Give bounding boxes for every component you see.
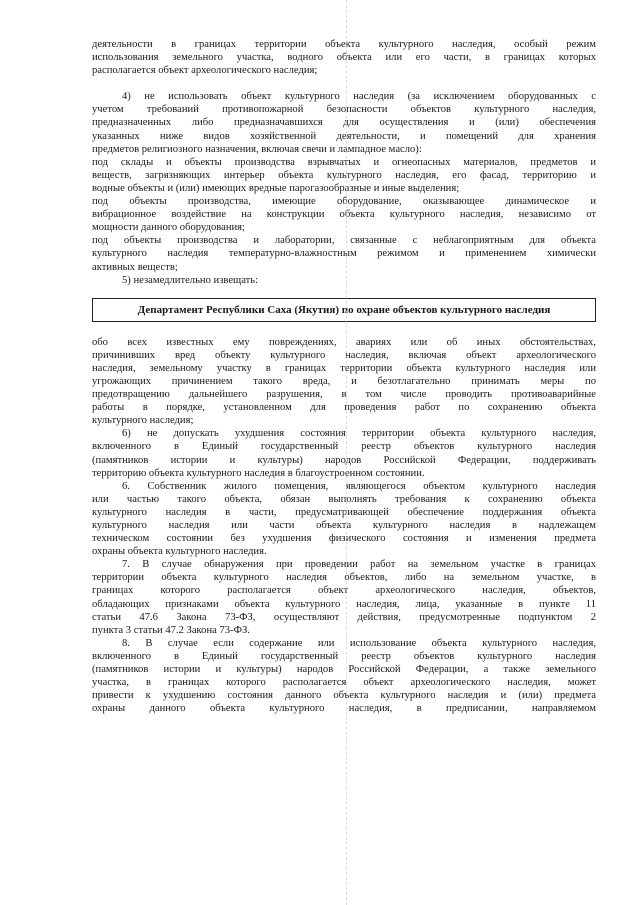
text-line: веществ, загрязняющих интерьер объекта культурного наследия, его фасад, территорию и	[92, 169, 596, 181]
text-line: мощности данного оборудования;	[92, 222, 245, 234]
text-line: включенного в Единый государственный реестр объектов культурного наследия	[92, 441, 596, 453]
text-line: учетом требований противопожарной безопасности объектов культурного наследия,	[92, 104, 596, 116]
text-line: или частью такого объекта, обязан выполнять требования к сохранению объекта	[92, 493, 596, 505]
text-line: располагается объект археологического наследия;	[92, 65, 318, 77]
text-line: водные объекты и (или) имеющих вредные парогазообразные и иные выделения;	[92, 182, 460, 194]
scan-fold-line	[346, 0, 347, 905]
text-line: деятельности в границах территории объекта культурного наследия, особый режим	[92, 39, 596, 50]
text-line: территории объекта культурного наследия объектов, либо на земельном участке, в	[92, 572, 596, 584]
text-line: привести к ухудшению состояния данного объекта культурного наследия и (или) предмета	[92, 690, 596, 702]
text-line: культурного наследия температурно-влажностным режимом и применением химически	[92, 248, 596, 260]
text-line: включенного в Единый государственный реестр объектов культурного наследия	[92, 650, 596, 662]
text-line: участка, в границах которого располагается объект археологического наследия, может	[92, 677, 596, 689]
text-line: (памятников истории и культуры) народов Российской Федерации, а также земельного	[92, 664, 596, 676]
text-line: предназначенных либо предназначавшихся для осуществления и (или) обеспечения	[92, 117, 596, 129]
text-line: обладающих признаками объекта культурного наследия, лица, указанные в пункте 11	[92, 598, 596, 610]
text-line: 4) не использовать объект культурного наследия (за исключением оборудованных с	[122, 91, 596, 103]
text-line: территорию объекта культурного наследия в благоустроенном состоянии.	[92, 467, 425, 479]
text-line: статьи 47.6 Закона 73-ФЗ, осуществляют действия, предусмотренные подпунктом 2	[92, 611, 596, 623]
text-line: активных веществ;	[92, 261, 178, 273]
text-line: угрожающих причинением такого вреда, и безотлагательно принимать меры по	[92, 375, 596, 387]
paragraph-continuation	[92, 38, 596, 77]
text-line: техническом состоянии без ухудшения физического состояния и изменения предмета	[92, 533, 596, 545]
text-line: наследия, земельному участку в границах территории объекта культурного наследия или	[92, 362, 596, 374]
list-item-6	[92, 427, 596, 479]
text-line: культурного наследия в части, предусматривающей обеспечение поддержания объекта	[92, 506, 596, 518]
text-line: пункта 3 статьи 47.2 Закона 73-ФЗ.	[92, 624, 250, 636]
boxed-department-heading: Департамент Республики Саха (Якутия) по охране объектов культурного наследия	[92, 298, 596, 322]
text-line: обо всех известных ему повреждениях, авариях или об иных обстоятельствах,	[92, 336, 596, 348]
list-item-5: 5) незамедлительно извещать:	[122, 274, 259, 286]
text-line: под объекты производства и лаборатории, связанные с неблагоприятным для объекта	[92, 235, 596, 247]
text-line: 6) не допускать ухудшения состояния территории объекта культурного наследия,	[122, 428, 596, 440]
text-line: вибрационное воздействие на конструкции объекта культурного наследия, независимо от	[92, 209, 596, 221]
text-line: работы в порядке, установленном для проведения работ по сохранению объекта	[92, 402, 596, 414]
text-line: границах которого располагается объект археологического наследия, объектов,	[92, 585, 596, 597]
list-item-4	[92, 90, 596, 273]
text-line: культурного наследия;	[92, 415, 194, 427]
text-line: культурного наследия или части объекта культурного наследия в надлежащем	[92, 520, 596, 531]
text-line: причинивших вред объекту культурного наследия, включая объект археологического	[92, 349, 596, 361]
section-7	[92, 558, 596, 637]
text-line: под объекты производства, имеющие оборудование, оказывающее динамическое и	[92, 196, 596, 208]
section-6	[92, 480, 596, 559]
text-line: охраны данного объекта культурного наследия, в предписании, направляемом	[92, 703, 596, 715]
text-line: указанных ниже видов хозяйственной деятельности, и помещений для хранения	[92, 130, 596, 142]
text-line: охраны объекта культурного наследия.	[92, 546, 267, 558]
text-line: 7. В случае обнаружения при проведении работ на земельном участке в границах	[122, 559, 596, 571]
text-line: 6. Собственник жилого помещения, являющегося объектом культурного наследия	[122, 480, 596, 492]
text-line: использования земельного участка, водного объекта или его части, в границах которых	[92, 52, 596, 64]
paragraph-notification	[92, 336, 596, 428]
text-line: предотвращению дальнейшего разрушения, в том числе проводить противоаварийные	[92, 389, 596, 401]
text-line: под склады и объекты производства взрывчатых и огнеопасных материалов, предметов и	[92, 156, 596, 168]
text-line: (памятников истории и культуры) народов Российской Федерации, поддерживать	[92, 454, 596, 466]
text-line: предметов религиозного назначения, включая свечи и лампадное масло):	[92, 143, 422, 155]
section-8	[92, 637, 596, 716]
text-line: 8. В случае если содержание или использование объекта культурного наследия,	[122, 637, 596, 649]
